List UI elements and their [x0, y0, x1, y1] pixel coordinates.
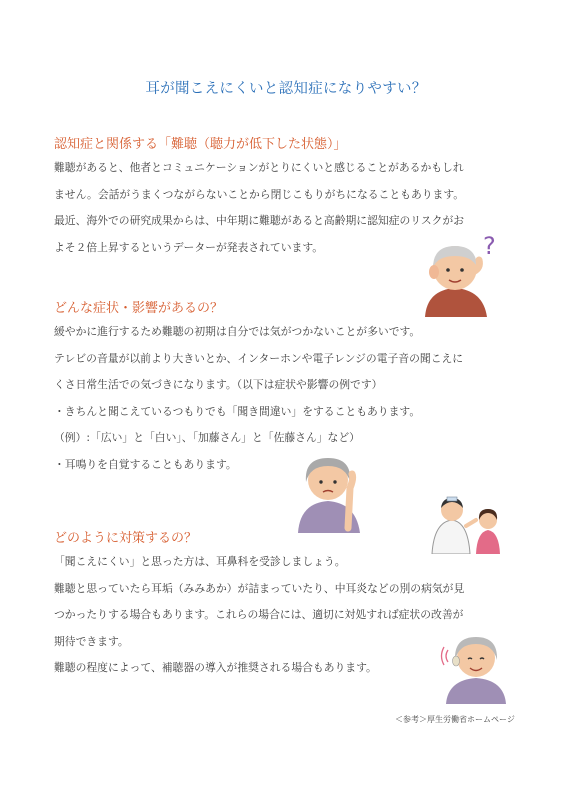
section3-line: つかったりする場合もあります。これらの場合には、適切に対処すれば症状の改善が	[54, 608, 464, 621]
section1-line: 難聴があると、他者とコミュニケーションがとりにくいと感じることがあるかもしれ	[54, 161, 464, 174]
section2-line: ・きちんと聞こえているつもりでも「聞き間違い」をすることもあります。	[54, 404, 421, 418]
doctor-examining-child-illustration	[430, 492, 505, 554]
section3-line: 「聞こえにくい」と思った方は、耳鼻科を受診しましょう。	[54, 555, 346, 568]
section2-line: 緩やかに進行するため難聴の初期は自分では気がつかないことが多いです。	[54, 325, 421, 338]
section2-body	[54, 319, 524, 478]
section2-line: ・耳鳴りを自覚することもあります。	[54, 457, 237, 471]
section1-line: 最近、海外での研究成果からは、中年期に難聴があると高齢期に認知症のリスクがお	[54, 214, 465, 227]
section2-line: （例）:「広い」と「白い」、「加藤さん」と「佐藤さん」など）	[54, 431, 360, 444]
page-title: 耳が聞こえにくいと認知症になりやすい？	[145, 81, 427, 97]
section3-heading: どのように対策するの？	[54, 531, 198, 546]
reference-note: ＜参考＞厚生労働省ホームページ	[395, 715, 515, 724]
section2-heading: どんな症状・影響があるの？	[54, 301, 224, 316]
section2-line: テレビの音量が以前より大きいとか、インターホンや電子レンジの電子音の聞こえに	[54, 351, 464, 365]
section3-line: 難聴の程度によって、補聴器の導入が推奨される場合もあります。	[54, 661, 377, 674]
elderly-woman-listening-illustration	[292, 448, 367, 533]
section1-line: ません。会話がうまくつながらないことから閉じこもりがちになることもあります。	[54, 187, 465, 201]
section2-line: くさ日常生活での気づきになります。（以下は症状や影響の例です）	[54, 378, 383, 391]
section1-heading: 認知症と関係する「難聴（聴力が低下した状態）」	[54, 137, 347, 152]
elderly-man-question-illustration	[415, 232, 505, 317]
section1-line: よそ２倍上昇するというデーターが発表されています。	[54, 240, 324, 254]
section3-line: 期待できます。	[54, 634, 129, 648]
section3-line: 難聴と思っていたら耳垢（みみあか）が詰まっていたり、中耳炎などの別の病気が見	[54, 581, 465, 595]
svg-text:?: ?	[483, 232, 496, 260]
elderly-woman-hearing-aid-illustration	[440, 628, 512, 704]
